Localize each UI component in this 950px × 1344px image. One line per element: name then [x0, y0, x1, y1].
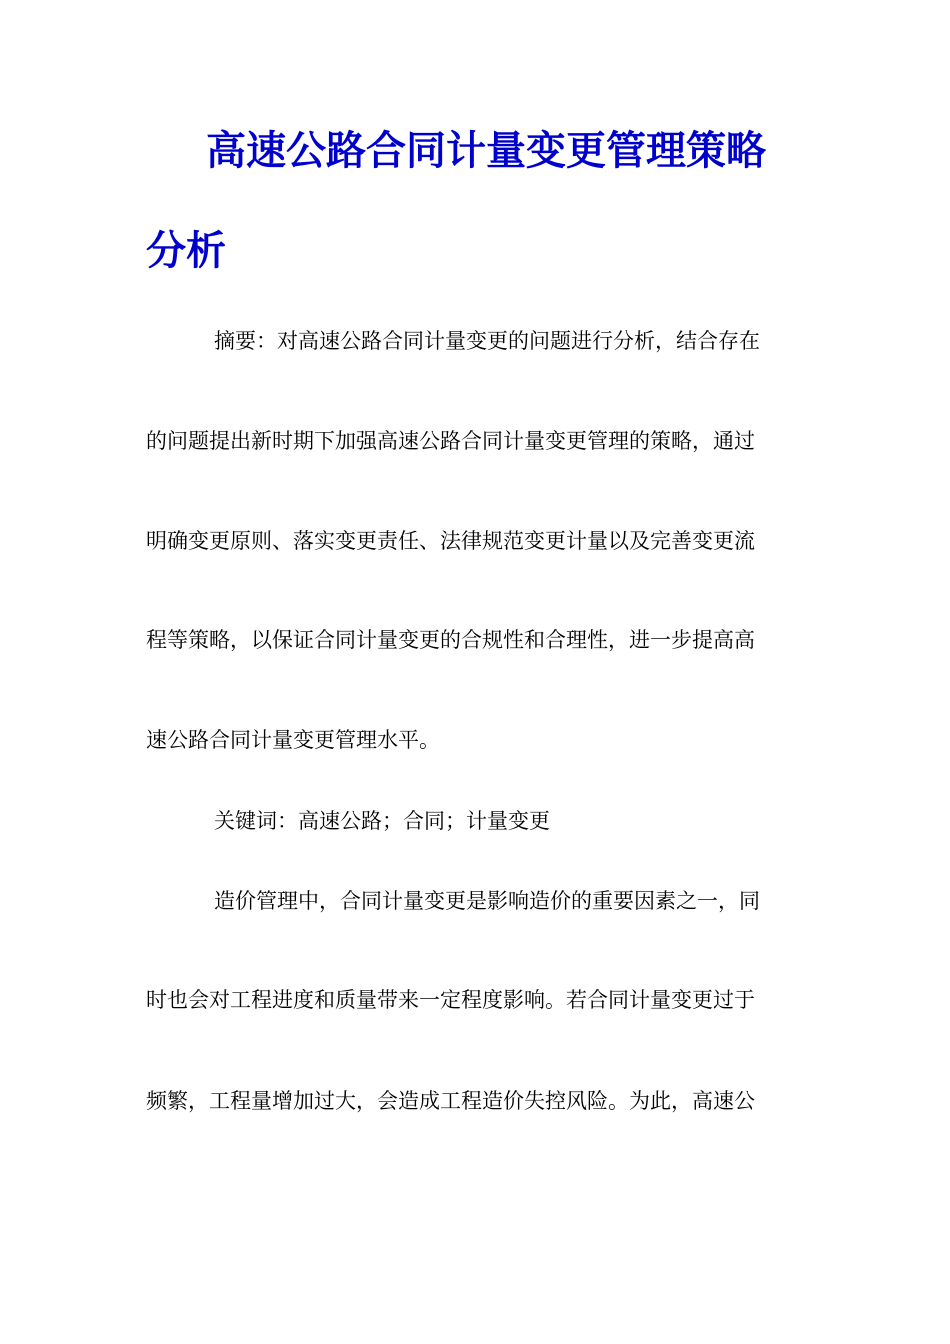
document-title-line-2: 分析: [146, 227, 226, 274]
abstract-line-3: 明确变更原则、落实变更责任、法律规范变更计量以及完善变更流: [146, 529, 755, 553]
abstract-line-2: 的问题提出新时期下加强高速公路合同计量变更管理的策略，通过: [146, 429, 755, 453]
abstract-line-5: 速公路合同计量变更管理水平。: [146, 728, 440, 752]
keywords-line: 关键词：高速公路；合同；计量变更: [214, 809, 550, 833]
body-line-2: 时也会对工程进度和质量带来一定程度影响。若合同计量变更过于: [146, 988, 755, 1012]
document-title-line-1: 高速公路合同计量变更管理策略: [206, 127, 766, 174]
abstract-line-1: 摘要：对高速公路合同计量变更的问题进行分析，结合存在: [214, 329, 760, 353]
body-line-1: 造价管理中，合同计量变更是影响造价的重要因素之一，同: [214, 889, 760, 913]
abstract-line-4: 程等策略，以保证合同计量变更的合规性和合理性，进一步提高高: [146, 628, 755, 652]
body-line-3: 频繁，工程量增加过大，会造成工程造价失控风险。为此，高速公: [146, 1089, 755, 1113]
